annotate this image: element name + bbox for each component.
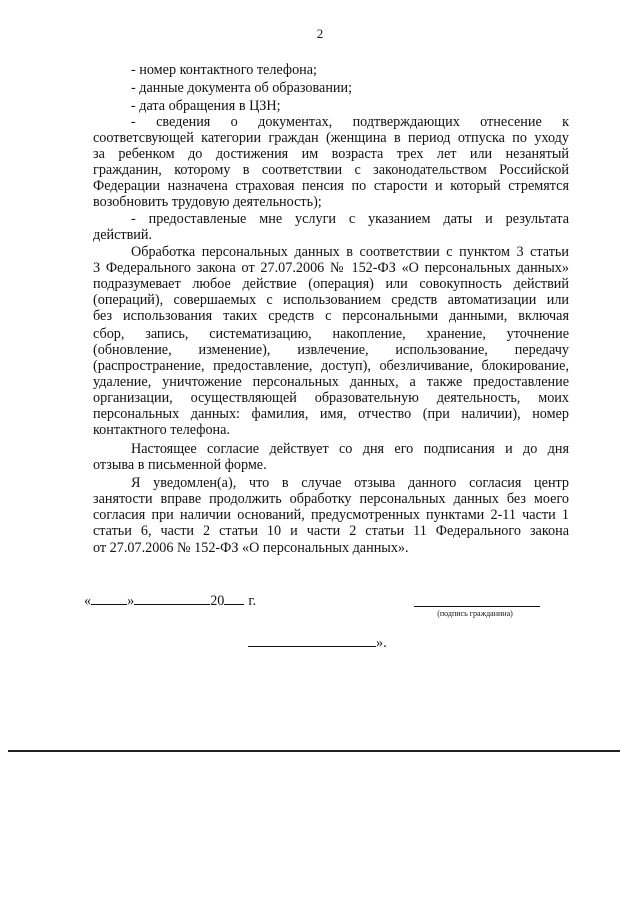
paragraph-line: отзыва в письменной форме. (93, 457, 267, 473)
list-item: возобновить трудовую деятельность); (93, 194, 322, 210)
year-blank (224, 592, 244, 605)
list-item: - предоставленые мне услуги с указанием даты и результата (131, 211, 569, 227)
paragraph-line: персональных данных: фамилия, имя, отчество (при наличии), номер (93, 406, 569, 422)
paragraph-line: (распространение, предоставление, доступ), обезличивание, блокирование, (93, 358, 569, 374)
paragraph-line: (операций), совершаемых с использованием средств автоматизации или (93, 292, 569, 308)
paragraph-line: подразумевает любое действие (операция) или совокупность действий (93, 276, 569, 292)
paragraph-line: организации, осуществляющей образовательную деятельность, моих (93, 390, 569, 406)
paragraph-line: удаление, уничтожение персональных данных, а также предоставление (93, 374, 569, 390)
page-number: 2 (316, 26, 324, 41)
date-line (84, 592, 256, 609)
list-item: действий. (93, 227, 153, 243)
bottom-blank (248, 634, 376, 647)
list-item: за ребенком до достижения им возраста трех лет или незанятый (93, 146, 569, 162)
date-open-quote: « (84, 593, 92, 609)
signature-caption: (подпись гражданина) (437, 609, 513, 618)
bottom-rule (8, 750, 620, 752)
list-item: соответсвующей категории граждан (женщина в период отпуска по уходу (93, 130, 569, 146)
year-suffix: г. (248, 593, 257, 609)
list-item: - сведения о документах, подтверждающих отнесение к (131, 114, 569, 130)
paragraph-line: от 27.07.2006 № 152-ФЗ «О персональных данных». (93, 540, 409, 556)
list-item: гражданин, которому в соответствии с законодательством Российской (93, 162, 569, 178)
list-item: - данные документа об образовании; (131, 80, 353, 96)
year-prefix: 20 (210, 593, 225, 609)
paragraph-line: сбор, запись, систематизацию, накопление, хранение, уточнение (93, 326, 569, 342)
paragraph-line: Настоящее согласие действует со дня его подписания и до дня (131, 441, 569, 457)
date-close-quote: » (127, 593, 135, 609)
bottom-blank-line (248, 634, 387, 651)
list-item: Федерации назначена страховая пенсия по старости и который стремятся (93, 178, 569, 194)
paragraph-line: занятости вправе продолжить обработку персональных данных без моего (93, 491, 569, 507)
month-blank (134, 592, 210, 605)
bottom-line-suffix: ». (376, 635, 387, 651)
paragraph-line: (обновление, изменение), извлечение, использование, передачу (93, 342, 569, 358)
paragraph-line: без использования таких средств с персональными данными, включая (93, 308, 569, 324)
paragraph-line: согласия при наличии оснований, предусмотренных пунктами 2-11 части 1 (93, 507, 569, 523)
list-item: - номер контактного телефона; (131, 62, 317, 78)
signature-line (414, 606, 540, 607)
paragraph-line: контактного телефона. (93, 422, 230, 438)
paragraph-line: статьи 6, части 2 статьи 10 и части 2 статьи 11 Федерального закона (93, 523, 569, 539)
paragraph-line: 3 Федерального закона от 27.07.2006 № 152-ФЗ «О персональных данных» (93, 260, 569, 276)
paragraph-line: Обработка персональных данных в соответствии с пунктом 3 статьи (131, 244, 569, 260)
paragraph-line: Я уведомлен(а), что в случае отзыва данного согласия центр (131, 475, 569, 491)
day-blank (91, 592, 127, 605)
list-item: - дата обращения в ЦЗН; (131, 98, 281, 114)
